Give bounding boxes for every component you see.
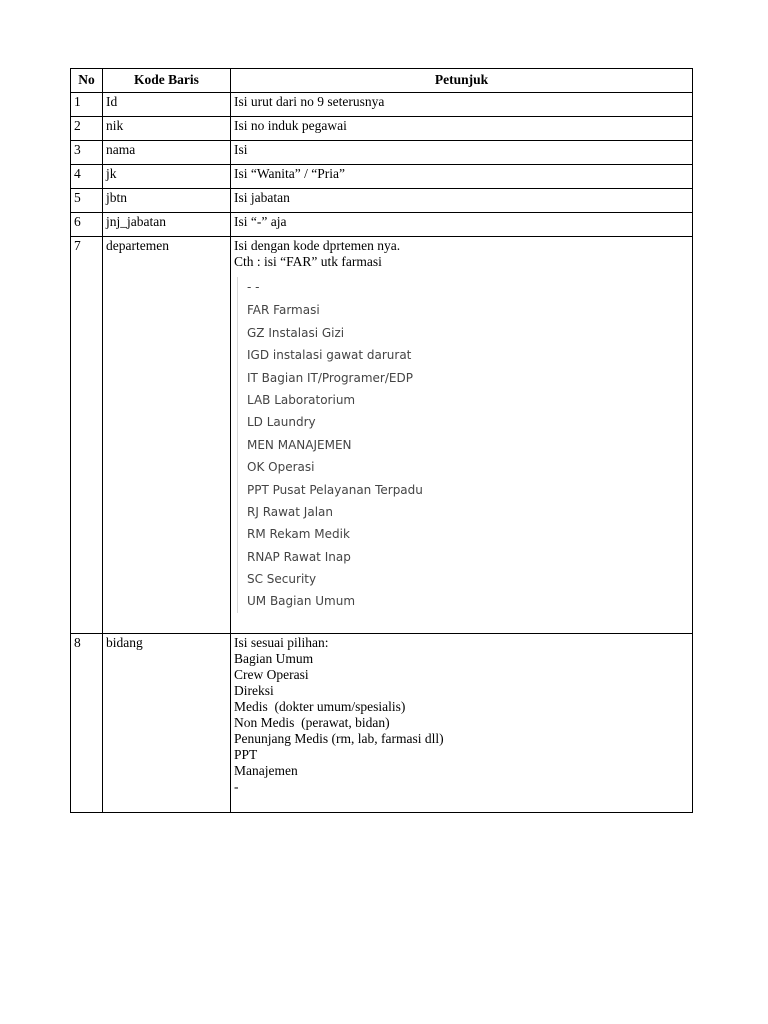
bidang-option: Bagian Umum [234, 651, 314, 666]
bidang-option: Penunjang Medis (rm, lab, farmasi dll) [234, 731, 444, 746]
row-petunjuk: Isi “Wanita” / “Pria” [231, 165, 693, 189]
table-row [71, 189, 693, 213]
header-petunjuk: Petunjuk [231, 69, 693, 93]
instruction-table [70, 68, 693, 813]
departemen-example: Cth : isi “FAR” utk farmasi [234, 254, 382, 269]
bidang-option: PPT [234, 747, 258, 762]
row-petunjuk: Isi jabatan [231, 189, 693, 213]
dropdown-option: SC Security [247, 572, 317, 587]
row-no: 1 [71, 93, 103, 117]
dropdown-option: RJ Rawat Jalan [247, 504, 333, 519]
row-kode: nik [103, 117, 231, 141]
row-kode: departemen [103, 237, 231, 634]
bidang-option: Crew Operasi [234, 667, 309, 682]
bidang-option: Medis (dokter umum/spesialis) [234, 699, 406, 714]
row-kode: nama [103, 141, 231, 165]
row-kode: jnj_jabatan [103, 213, 231, 237]
dropdown-option: PPT Pusat Pelayanan Terpadu [247, 482, 423, 497]
table-row-departemen [71, 237, 693, 634]
row-no: 8 [71, 634, 103, 813]
dropdown-option: LD Laundry [247, 415, 316, 430]
table-row [71, 213, 693, 237]
table-row [71, 93, 693, 117]
row-petunjuk [231, 237, 693, 634]
departemen-instruction: Isi dengan kode dprtemen nya. [234, 238, 401, 253]
dropdown-option: UM Bagian Umum [247, 594, 356, 609]
bidang-option: Non Medis (perawat, bidan) [234, 715, 390, 730]
row-no: 5 [71, 189, 103, 213]
bidang-option: Direksi [234, 683, 274, 698]
row-kode: jbtn [103, 189, 231, 213]
header-no: No [71, 69, 103, 93]
row-petunjuk: Isi “-” aja [231, 213, 693, 237]
row-petunjuk: Isi no induk pegawai [231, 117, 693, 141]
row-petunjuk: Isi urut dari no 9 seterusnya [231, 93, 693, 117]
header-kode-baris: Kode Baris [103, 69, 231, 93]
dropdown-option: FAR Farmasi [247, 303, 320, 318]
row-no: 3 [71, 141, 103, 165]
bidang-instruction: Isi sesuai pilihan: [234, 635, 329, 650]
dropdown-option: - - [247, 280, 260, 294]
table-row [71, 165, 693, 189]
row-kode: jk [103, 165, 231, 189]
table-row [71, 141, 693, 165]
dropdown-option: LAB Laboratorium [247, 392, 356, 407]
bidang-option: Manajemen [234, 763, 298, 778]
dropdown-option: MEN MANAJEMEN [247, 437, 352, 452]
row-no: 6 [71, 213, 103, 237]
dropdown-option: IT Bagian IT/Programer/EDP [247, 370, 413, 385]
bidang-option: - [234, 779, 239, 794]
dropdown-option: OK Operasi [247, 460, 315, 475]
table-row [71, 117, 693, 141]
dropdown-option: RNAP Rawat Inap [247, 549, 351, 564]
row-no: 4 [71, 165, 103, 189]
row-kode: bidang [103, 634, 231, 813]
dropdown-option: GZ Instalasi Gizi [247, 325, 345, 340]
table-row-bidang [71, 634, 693, 813]
departemen-dropdown-list [237, 277, 689, 613]
row-petunjuk [231, 634, 693, 813]
table-header-row [71, 69, 693, 93]
row-no: 7 [71, 237, 103, 634]
dropdown-option: IGD instalasi gawat darurat [247, 348, 412, 363]
row-kode: Id [103, 93, 231, 117]
row-petunjuk: Isi [231, 141, 693, 165]
dropdown-option: RM Rekam Medik [247, 527, 350, 542]
row-no: 2 [71, 117, 103, 141]
